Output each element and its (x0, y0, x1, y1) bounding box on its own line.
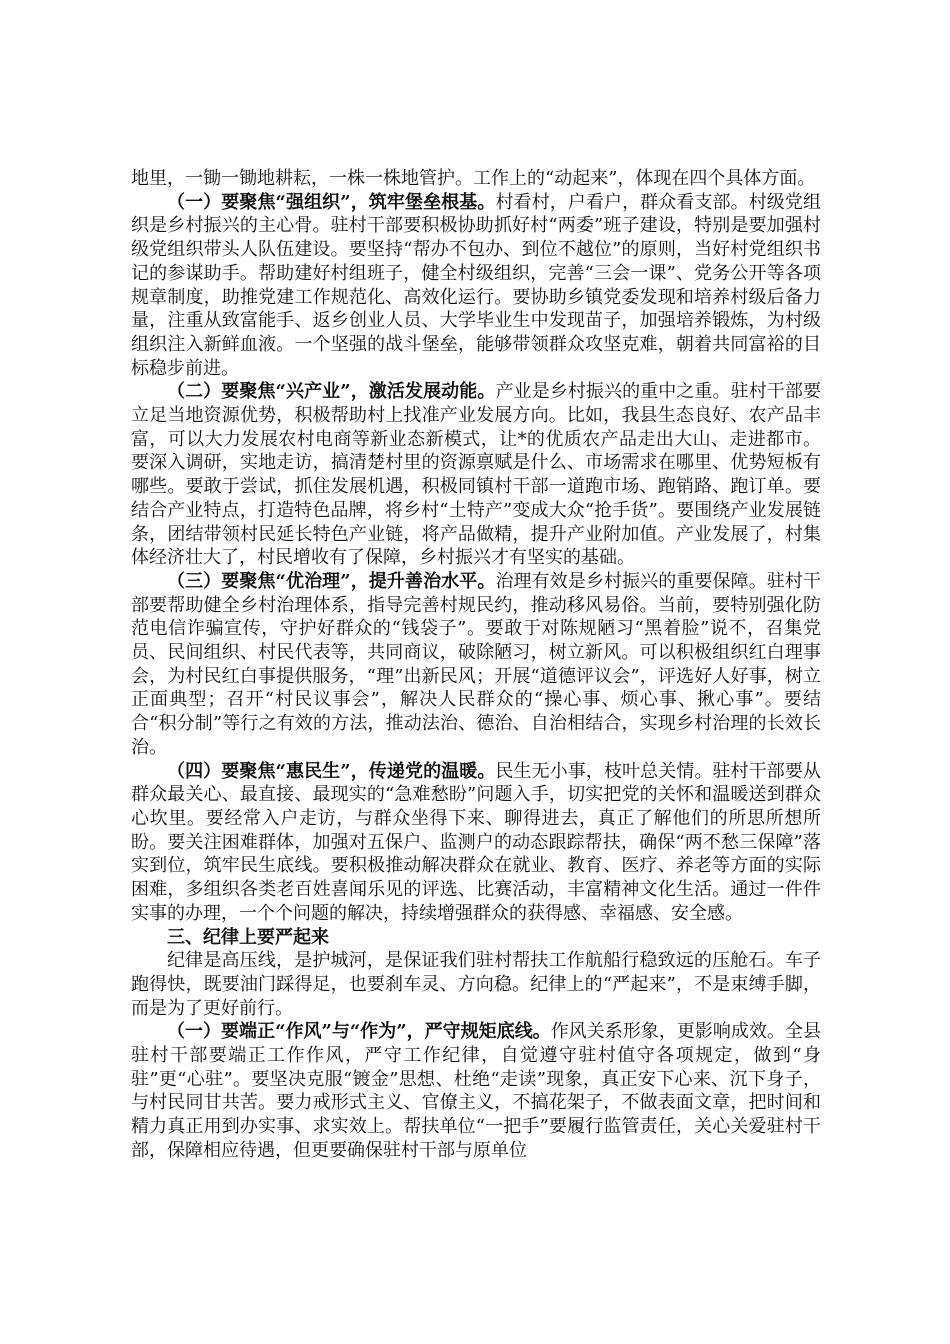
paragraph-correct-work-style (131, 1020, 821, 1162)
paragraph-strengthen-organization (131, 191, 821, 381)
paragraph-optimize-governance (131, 570, 821, 760)
paragraph-lead-heading: （一）要端正“作风”与“作为”，严守规矩底线。 (167, 1021, 551, 1043)
paragraph-benefit-livelihood (131, 760, 821, 926)
paragraph-body-text: 村看村，户看户，群众看支部。村级党组织是乡村振兴的主心骨。驻村干部要积极协助抓好村“两委”班子建设，特别是要加强村级党组织带头人队伍建设。要坚持“帮办不包办、到位不越位”的原则，当好村党组织书记的参谋助手。帮助建好村组班子，健全村级组织，完善“三会一课”、党务公开等各项规章制度，助推党建工作规范化、高效化运行。要协助乡镇党委发现和培养村级后备力量，注重从致富能手、返乡创业人员、大学毕业生中发现苗子，加强培养锻炼，为村级组织注入新鲜血液。一个坚强的战斗堡垒，能够带领群众攻坚克难，朝着共同富裕的目标稳步前进。 (131, 191, 821, 379)
paragraph-lead-heading: （一）要聚焦“强组织”，筑牢堡垒根基。 (167, 191, 496, 213)
paragraph-lead-heading: （四）要聚焦“惠民生”，传递党的温暖。 (167, 760, 496, 782)
paragraph-develop-industry (131, 380, 821, 570)
section-heading-discipline: 三、纪律上要严起来 (167, 926, 329, 948)
paragraph-body-text: 作风关系形象，更影响成效。全县驻村干部要端正工作作风，严守工作纪律，自觉遵守驻村值守各项规定，做到“身驻”更“心驻”。要坚决克服“镀金”思想、杜绝“走读”现象，真正安下心来、沉下身子，与村民同甘共苦。要力戒形式主义、官僚主义，不搞花架子，不做表面文章，把时间和精力真正用到办实事、求实效上。帮扶单位“一把手”要履行监管责任，关心关爱驻村干部，保障相应待遇，但更要确保驻村干部与原单位 (131, 1021, 821, 1161)
paragraph-lead-heading: （三）要聚焦“优治理”，提升善治水平。 (167, 570, 496, 592)
paragraph-intro-continuation: 地里，一锄一锄地耕耘，一株一株地管护。工作上的“动起来”，体现在四个具体方面。 (131, 168, 816, 189)
paragraph-body-text: 民生无小事，枝叶总关情。驻村干部要从群众最关心、最直接、最现实的“急难愁盼”问题入手，切实把党的关怀和温暖送到群众心坎里。要经常入户走访，与群众坐得下来、聊得进去，真正了解他们的所思所想所盼。要关注困难群体，加强对五保户、监测户的动态跟踪帮扶，确保“两不愁三保障”落实到位，筑牢民生底线。要积极推动解决群众在就业、教育、医疗、养老等方面的实际困难，多组织各类老百姓喜闻乐见的评选、比赛活动，丰富精神文化生活。通过一件件实事的办理，一个个问题的解决，持续增强群众的获得感、幸福感、安全感。 (131, 760, 821, 924)
paragraph-body-text: 治理有效是乡村振兴的重要保障。驻村干部要帮助健全乡村治理体系，指导完善村规民约，推动移风易俗。当前，要特别强化防范电信诈骗宣传，守护好群众的“钱袋子”。要敢于对陈规陋习“黑着脸”说不，召集党员、民间组织、村民代表等，共同商议，破除陋习，树立新风。可以积极组织红白理事会，为村民红白事提供服务，“理”出新民风；开展“道德评议会”，评选好人好事，树立正面典型；召开“村民议事会”，解决人民群众的“操心事、烦心事、揪心事”。要结合“积分制”等行之有效的方法，推动法治、德治、自治相结合，实现乡村治理的长效长治。 (131, 570, 821, 758)
paragraph-lead-heading: （二）要聚焦“兴产业”，激活发展动能。 (167, 381, 496, 403)
paragraph-discipline-intro: 纪律是高压线，是护城河，是保证我们驻村帮扶工作航船行稳致远的压舱石。车子跑得快，既要油门踩得足，也要刹车灵、方向稳。纪律上的“严起来”，不是束缚手脚，而是为了更好前行。 (131, 950, 821, 1019)
document-page (131, 167, 821, 1163)
paragraph-body-text: 产业是乡村振兴的重中之重。驻村干部要立足当地资源优势，积极帮助村上找准产业发展方向。比如，我县生态良好、农产品丰富，可以大力发展农村电商等新业态新模式，让*的优质农产品走出大山、走进都市。要深入调研，实地走访，搞清楚村里的资源禀赋是什么、市场需求在哪里、优势短板有哪些。要敢于尝试，抓住发展机遇，积极同镇村干部一道跑市场、跑销路、跑订单。要结合产业特点，打造特色品牌，将乡村“土特产”变成大众“抢手货”。要围绕产业发展链条，团结带领村民延长特色产业链，将产品做精，提升产业附加值。产业发展了，村集体经济壮大了，村民增收有了保障，乡村振兴才有坚实的基础。 (131, 381, 821, 569)
